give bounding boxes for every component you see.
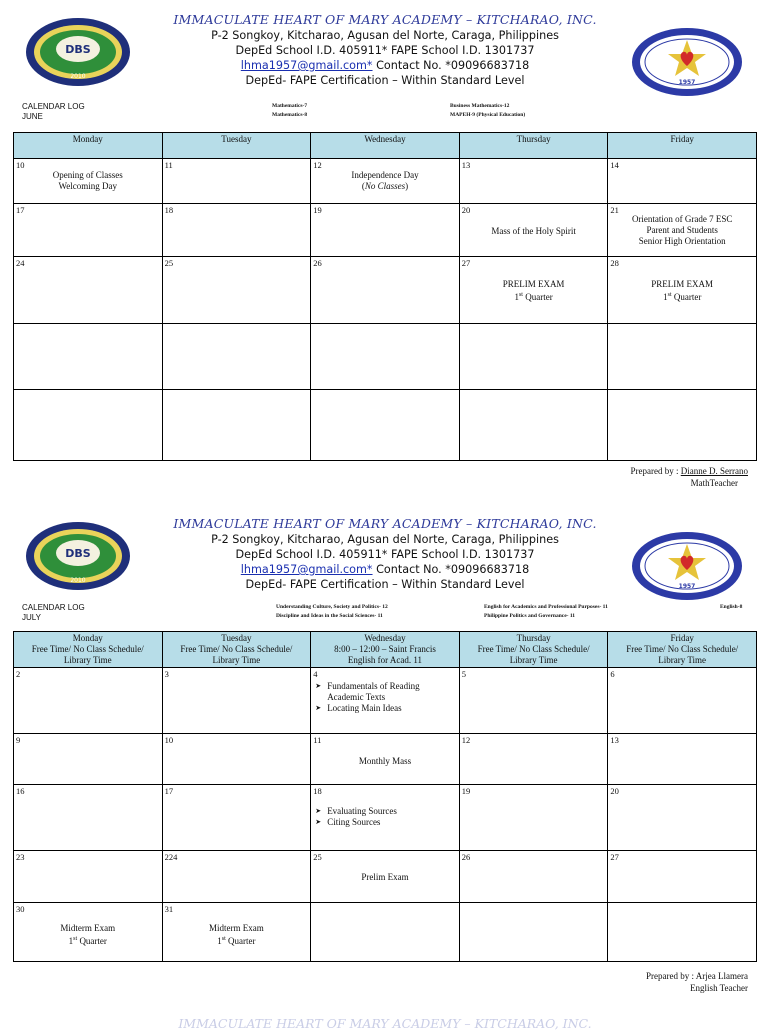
calendar-cell <box>459 204 608 257</box>
list-item: ➤ Locating Main Ideas <box>315 703 419 714</box>
calendar-cell <box>162 324 311 390</box>
calendar-cell <box>608 390 757 461</box>
event-text: PRELIM EXAM <box>651 279 714 289</box>
july-month: JULY <box>22 613 41 622</box>
event-text: 1st Quarter <box>217 936 256 946</box>
event-text: Mass of the Holy Spirit <box>491 226 576 236</box>
table-row <box>14 324 757 390</box>
table-row <box>14 159 757 204</box>
calendar-cell <box>162 668 311 734</box>
calendar-cell <box>608 903 757 962</box>
event-text: Independence Day <box>351 170 419 180</box>
day-number: 26 <box>313 258 322 268</box>
prepared-label: Prepared by : <box>646 971 696 981</box>
calendar-cell <box>162 159 311 204</box>
july-subject-b2: Philippine Politics and Governance- 11 <box>484 613 576 619</box>
calendar-cell <box>311 851 460 903</box>
logo-left-year: 2010 <box>70 577 86 584</box>
calendar-cell <box>608 324 757 390</box>
event-text: Monthly Mass <box>358 756 412 766</box>
lesson-list <box>315 681 419 714</box>
calendar-cell <box>311 785 460 851</box>
table-row <box>14 204 757 257</box>
day-number: 16 <box>16 786 25 796</box>
day-number: 27 <box>610 852 619 862</box>
prepared-name: Arjea Llamera <box>695 971 748 981</box>
event-text: PRELIM EXAM <box>502 279 565 289</box>
table-row <box>14 668 757 734</box>
school-ids: DepEd School I.D. 405911* FAPE School I.D. 1301737 <box>235 44 535 57</box>
day-number: 18 <box>313 786 322 796</box>
school-address: P-2 Songkoy, Kitcharao, Agusan del Norte, Caraga, Philippines <box>211 533 559 546</box>
calendar-cell <box>608 785 757 851</box>
logo-right-year: 1957 <box>678 583 696 590</box>
july-header-monday: Monday Free Time/ No Class Schedule/ Library Time <box>14 632 163 668</box>
event-text: Midterm Exam <box>209 923 264 933</box>
ihma-seal-icon <box>630 26 744 98</box>
day-number: 30 <box>16 904 25 914</box>
school-certification: DepEd- FAPE Certification – Within Standard Level <box>245 578 525 591</box>
june-calendar-table <box>13 132 757 461</box>
calendar-cell <box>311 903 460 962</box>
school-header <box>0 516 768 596</box>
calendar-cell <box>162 785 311 851</box>
june-subject-b1: Business Mathematics-12 <box>450 103 510 109</box>
july-header-friday: Friday Free Time/ No Class Schedule/ Library Time <box>608 632 757 668</box>
july-header-thursday: Thursday Free Time/ No Class Schedule/ Library Time <box>459 632 608 668</box>
day-number: 17 <box>164 786 174 796</box>
table-row <box>14 903 757 962</box>
calendar-cell <box>14 785 163 851</box>
june-subject-a2: Mathematics-8 <box>272 112 308 118</box>
calendar-cell <box>162 903 311 962</box>
june-page <box>0 12 768 488</box>
calendar-cell <box>311 204 460 257</box>
lesson-list <box>315 806 397 828</box>
school-name: IMMACULATE HEART OF MARY ACADEMY – KITCHARAO, INC. <box>173 12 597 27</box>
school-header <box>0 12 768 92</box>
calendar-cell <box>14 903 163 962</box>
july-subject-a1: Understanding Culture, Society and Politics- 12 <box>276 604 388 610</box>
calendar-cell <box>608 851 757 903</box>
event-text: Orientation of Grade 7 ESC <box>631 214 733 224</box>
event-text: Midterm Exam <box>60 923 116 933</box>
july-subject-c: English-8 <box>720 604 743 610</box>
ihma-seal-icon <box>630 530 744 602</box>
day-number: 224 <box>164 852 178 862</box>
calendar-cell: 12 Independence Day (No Classes) <box>311 159 460 204</box>
day-number: 20 <box>461 205 471 215</box>
calendar-cell <box>162 390 311 461</box>
logo-left-text: DBS <box>65 43 91 56</box>
calendar-cell <box>14 668 163 734</box>
june-header-tuesday: Tuesday <box>162 133 311 159</box>
school-address: P-2 Songkoy, Kitcharao, Agusan del Norte, Caraga, Philippines <box>211 29 559 42</box>
event-text: Prelim Exam <box>361 872 409 882</box>
day-number: 18 <box>164 205 174 215</box>
june-header-thursday: Thursday <box>459 133 608 159</box>
day-number: 17 <box>16 205 25 215</box>
june-subject-a1: Mathematics-7 <box>272 103 308 109</box>
day-number: 24 <box>16 258 25 268</box>
day-number: 31 <box>164 904 174 914</box>
event-text: Opening of Classes <box>52 170 123 180</box>
june-prepared-by <box>630 466 748 488</box>
table-row <box>14 257 757 324</box>
day-number: 20 <box>610 786 619 796</box>
day-number: 3 <box>164 669 169 679</box>
calendar-cell <box>14 204 163 257</box>
day-number: 13 <box>461 160 471 170</box>
school-contact-number: Contact No. *09096683718 <box>372 563 530 576</box>
event-note: No Classes <box>364 181 406 191</box>
calendar-cell <box>14 159 163 204</box>
calendar-cell <box>459 159 608 204</box>
event-text: Senior High Orientation <box>638 236 726 246</box>
day-number: 19 <box>461 786 471 796</box>
day-number: 10 <box>164 735 174 745</box>
june-header-monday: Monday <box>14 133 163 159</box>
calendar-cell <box>162 204 311 257</box>
day-number: 19 <box>313 205 322 215</box>
logo-left-text: DBS <box>65 547 91 560</box>
calendar-cell <box>608 159 757 204</box>
table-row <box>14 785 757 851</box>
july-log-label: CALENDAR LOG <box>22 603 85 612</box>
list-item-continued: Academic Texts <box>327 692 386 702</box>
calendar-cell <box>311 734 460 785</box>
prepared-label: Prepared by : <box>630 466 681 476</box>
june-header-friday: Friday <box>608 133 757 159</box>
day-number: 13 <box>610 735 619 745</box>
school-certification: DepEd- FAPE Certification – Within Standard Level <box>245 74 525 87</box>
july-subject-b1: English for Academics and Professional Purposes- 11 <box>484 604 608 610</box>
prepared-name: Dianne D. Serrano <box>680 466 748 476</box>
event-text: 1st Quarter <box>514 292 553 302</box>
july-calendar-table <box>13 631 757 962</box>
june-log-label: CALENDAR LOG <box>22 102 85 111</box>
calendar-cell <box>459 903 608 962</box>
prepared-role: MathTeacher <box>690 478 738 488</box>
july-prepared-by <box>646 971 748 993</box>
june-header-wednesday: Wednesday <box>311 133 460 159</box>
calendar-cell <box>459 257 608 324</box>
calendar-cell <box>459 668 608 734</box>
calendar-cell <box>311 390 460 461</box>
school-ids: DepEd School I.D. 405911* FAPE School I.D. 1301737 <box>235 548 535 561</box>
day-number: 25 <box>164 258 174 268</box>
table-row <box>14 734 757 785</box>
list-item: ➤ Evaluating Sources <box>315 806 397 817</box>
school-contact-number: Contact No. *09096683718 <box>372 59 530 72</box>
list-item: ➤ Fundamentals of Reading <box>315 681 419 692</box>
event-text: Welcoming Day <box>58 181 118 191</box>
day-number: 4 <box>313 669 318 679</box>
day-number: 2 <box>16 669 21 679</box>
july-header-wednesday: Wednesday 8:00 – 12:00 – Saint Francis English for Acad. 11 <box>311 632 460 668</box>
day-number: 6 <box>610 669 615 679</box>
event-text: 1st Quarter <box>663 292 702 302</box>
day-number: 12 <box>313 160 322 170</box>
calendar-cell <box>608 204 757 257</box>
calendar-cell <box>459 785 608 851</box>
calendar-cell <box>311 324 460 390</box>
calendar-cell <box>14 324 163 390</box>
july-page <box>0 516 768 993</box>
june-month: JUNE <box>22 112 43 121</box>
school-email-link[interactable]: lhma1957@gmail.com* <box>240 59 373 72</box>
calendar-cell <box>162 851 311 903</box>
table-row <box>14 851 757 903</box>
logo-left-year: 2010 <box>70 73 86 80</box>
calendar-cell <box>459 390 608 461</box>
table-row <box>14 390 757 461</box>
event-text: Parent and Students <box>646 225 718 235</box>
calendar-cell <box>608 734 757 785</box>
list-item: ➤ Citing Sources <box>315 817 397 828</box>
calendar-cell <box>459 324 608 390</box>
school-email-link[interactable]: lhma1957@gmail.com* <box>240 563 373 576</box>
calendar-cell <box>311 257 460 324</box>
calendar-cell <box>459 851 608 903</box>
day-number: 23 <box>16 852 25 862</box>
june-subject-b2: MAPEH-9 (Physical Education) <box>450 112 526 118</box>
day-number: 27 <box>461 258 471 268</box>
day-number: 11 <box>313 735 322 745</box>
next-page-header-peek: IMMACULATE HEART OF MARY ACADEMY – KITCHARAO, INC. <box>178 1016 592 1031</box>
calendar-cell <box>14 257 163 324</box>
calendar-cell <box>311 668 460 734</box>
calendar-cell <box>162 257 311 324</box>
calendar-cell <box>608 668 757 734</box>
calendar-cell <box>162 734 311 785</box>
calendar-cell <box>608 257 757 324</box>
day-number: 9 <box>16 735 21 745</box>
day-number: 28 <box>610 258 619 268</box>
july-header-tuesday: Tuesday Free Time/ No Class Schedule/ Library Time <box>162 632 311 668</box>
day-number: 12 <box>461 735 471 745</box>
logo-right-year: 1957 <box>678 79 696 86</box>
july-subject-a2: Discipline and Ideas in the Social Sciences- 11 <box>276 613 383 619</box>
calendar-cell <box>14 390 163 461</box>
school-contact <box>100 563 670 576</box>
day-number: 14 <box>610 160 619 170</box>
day-number: 5 <box>461 669 467 679</box>
calendar-cell <box>459 734 608 785</box>
prepared-role: English Teacher <box>690 983 748 993</box>
school-contact <box>100 59 670 72</box>
day-number: 21 <box>610 205 619 215</box>
day-number: 26 <box>461 852 471 862</box>
calendar-cell <box>14 851 163 903</box>
calendar-cell <box>14 734 163 785</box>
day-number: 10 <box>16 160 25 170</box>
day-number: 11 <box>164 160 173 170</box>
event-text: 1st Quarter <box>68 936 107 946</box>
school-name: IMMACULATE HEART OF MARY ACADEMY – KITCHARAO, INC. <box>173 516 597 531</box>
day-number: 25 <box>313 852 322 862</box>
